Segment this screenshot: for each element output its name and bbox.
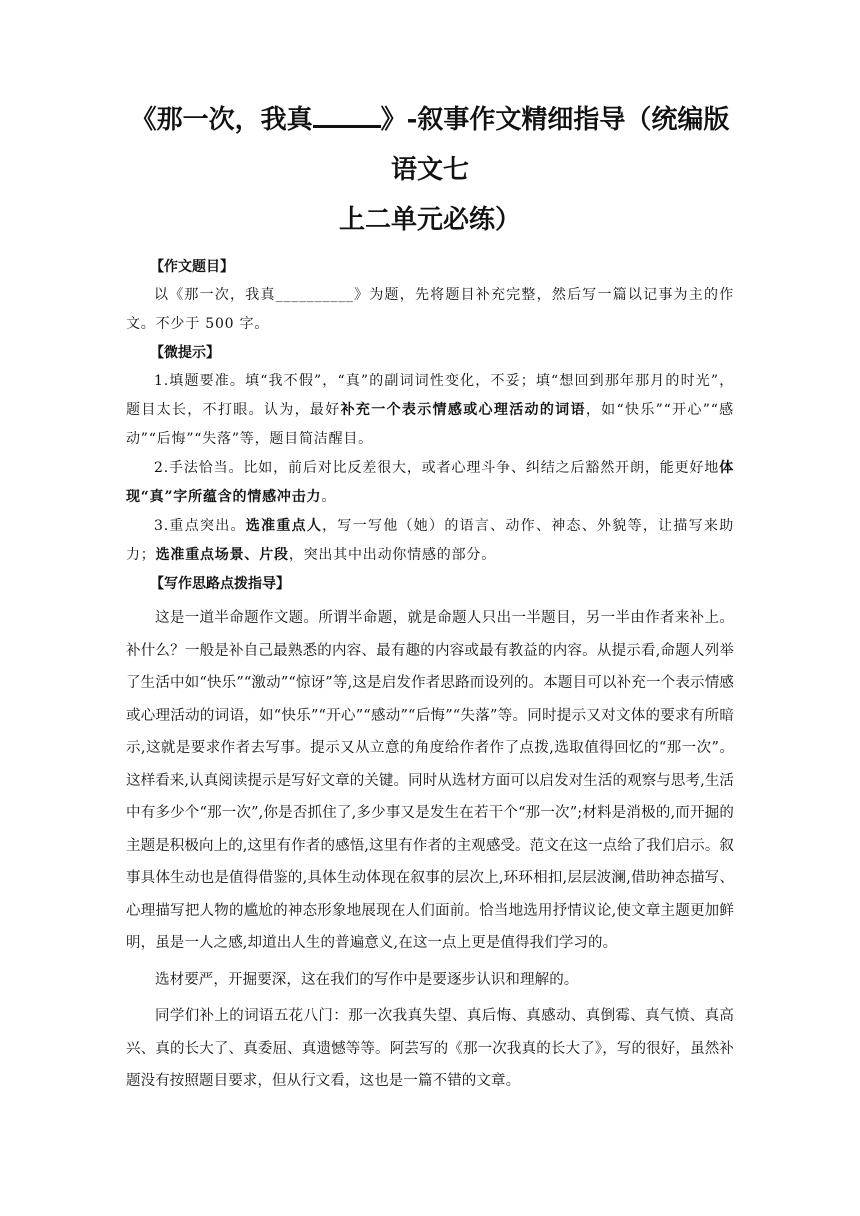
- title-part-3: 上二单元必练）: [338, 205, 521, 235]
- tip-1-emphasis: 补充一个表示情感或心理活动的词语: [340, 402, 586, 418]
- tip-3-text-e: ，突出其中出动你情感的部分。: [288, 547, 497, 563]
- tip-2-emphasis: 体现“真”字所蕴含的情感冲击力: [126, 460, 734, 505]
- tip-3-text-a: 3.重点突出。: [154, 518, 246, 534]
- tip-2-text-a: 2.手法恰当。比如，前后对比反差很大，或者心理斗争、纠结之后豁然开朗，能更好地: [154, 460, 720, 476]
- section-heading-topic: 【作文题目】: [150, 259, 234, 275]
- guidance-paragraph-2: 选材要严，开掘要深，这在我们的写作中是要逐步认识和理解的。: [155, 971, 579, 988]
- tip-1-text-a: 1.填题要准。填“我不假”，“真”的副词词性变化，不妥；填“想回到那年那月的时光”，题目太长，不打眼。认为，最好: [126, 373, 734, 418]
- tip-1: [126, 367, 734, 454]
- guidance-paragraph-3: 同学们补上的词语五花八门：那一次我真失望、真后悔、真感动、真倒霉、真气愤、真高兴、真的长大了、真委屈、真遗憾等等。阿芸写的《那一次我真的长大了》，写的很好，虽然补题没有按照题目要求，但从行文看，这也是一篇不错的文章。: [126, 1008, 734, 1089]
- tip-2-text-c: 。: [321, 489, 337, 505]
- tip-3-text-c: ，写一写他（她）的语言、动作、神态、外貌等，让描写来助力；: [126, 518, 734, 563]
- title-part-1: 《那一次，我真: [130, 105, 313, 135]
- topic-text: 以《那一次，我真__________》为题，先将题目补充完整，然后写一篇以记事为主的作文。不少于 500 字。: [126, 287, 734, 332]
- tip-2: [126, 454, 734, 512]
- section-heading-tips: 【微提示】: [150, 345, 220, 361]
- tip-3: [126, 512, 734, 570]
- tip-3-emphasis-1: 选准重点人: [245, 518, 323, 534]
- title-part-2: 》-叙事作文精细指导（统编版语文七: [380, 105, 730, 185]
- tip-1-text-c: ，如“快乐”“开心”“感动”“后悔”“失落”等，题目简洁醒目。: [126, 402, 734, 447]
- section-heading-guidance: 【写作思路点拨指导】: [150, 576, 290, 592]
- title-blank: [313, 103, 381, 128]
- document-title: [126, 95, 734, 245]
- tip-3-emphasis-2: 选准重点场景、片段: [155, 547, 289, 563]
- guidance-paragraph-1: 这是一道半命题作文题。所谓半命题，就是命题人只出一半题目，另一半由作者来补上。补什么？一般是补自己最熟悉的内容、最有趣的内容或最有教益的内容。从提示看,命题人列举了生活中如“快乐”“激动”“惊讶”等,这是启发作者思路而设列的。本题目可以补充一个表示情感或心理活动的词语，如“快乐”“开心”“感动”“后悔”“失落”等。同时提示又对文体的要求有所暗示,这就是要求作者去写事。提示又从立意的角度给作者作了点拨,选取值得回忆的“那一次”。这样看来,认真阅读提示是写好文章的关键。同时从选材方面可以启发对生活的观察与思考,生活中有多少个“那一次”,你是否抓住了,多少事又是发生在若干个“那一次”;材料是消极的,而开掘的主题是积极向上的,这里有作者的感悟,这里有作者的主观感受。范文在这一点给了我们启示。叙事具体生动也是值得借鉴的,具体生动体现在叙事的层次上,环环相扣,层层波澜,借助神态描写、心理描写把人物的尴尬的神态形象地展现在人们面前。恰当地选用抒情议论,使文章主题更加鲜明，虽是一人之感,却道出人生的普遍意义,在这一点上更是值得我们学习的。: [126, 610, 735, 951]
